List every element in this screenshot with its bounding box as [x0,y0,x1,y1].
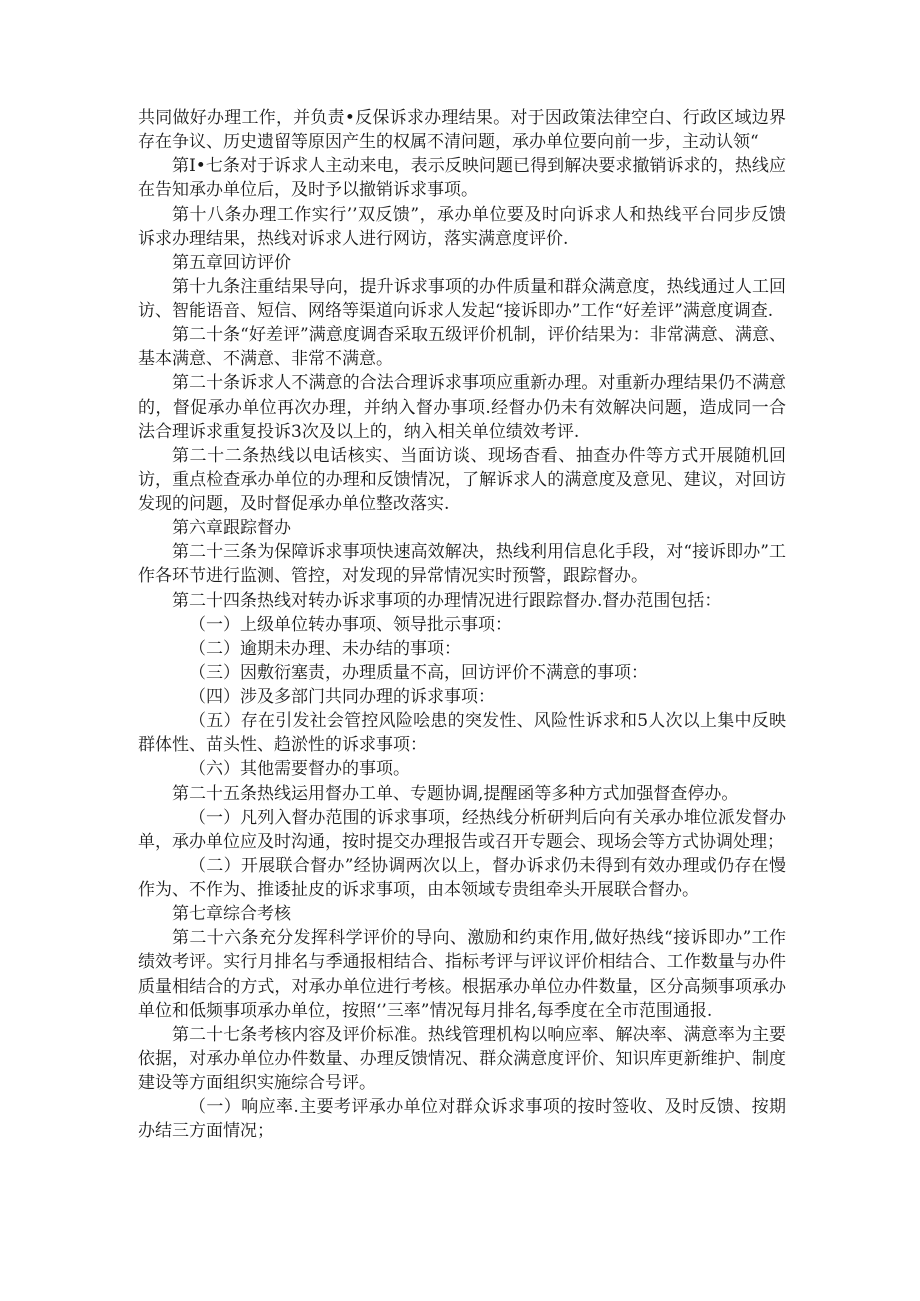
article-26: 第二十六条充分发挥科学评价的导向、激励和约束作用,做好热线“接诉即办”工作绩效考评。实行月排名与季通报相结合、指标考评与评议评价相结合、工作数量与办件质量相结合的方式，对承办单位进行考核。根据承办单位办件数量，区分高频事项承办单位和低频事项承办单位，按照‘’三率”情况每月排名,每季度在全市范围通报. [138,928,786,1021]
chapter-5-heading: 第五章回访评价 [172,252,291,273]
article-19: 第十九条注重结果导向，提升诉求事项的办件质量和群众满意度，热线通过人工回访、智能语音、短信、网络等渠道向诉求人发起“接诉即办”工作“好差评”满意度调查. [138,276,786,321]
list-item: （六）其他需要督办的事项。 [189,759,410,780]
article-22: 第二十二条热线以电话核实、当面访谈、现场杳看、抽查办件等方式开展随机回访，重点检查承办单位的办理和反馈情况，了解诉求人的满意度及意见、建议，对回访发现的问题，及时督促承办单位整改落实. [138,445,786,514]
list-item: （五）存在引发社会管控风险哙患的突发性、风险性诉求和5人次以上集中反映群体性、苗头性、趋淤性的诉求事项： [138,711,786,756]
paragraph-continuation: 共同做好办理工作，并负责•反保诉求办理结果。对于因政策法律空白、行政区域边界存在争议、历史遗留等原因产生的权属不清问题，承办单位要向前一步，主动认领“ [138,108,786,153]
article-23: 第二十三条为保障诉求事项快速高效解决，热线利用信息化手段，对“接诉即办”工作各环节进行监测、管控，对发现的异常情况实时预警，跟踪督办。 [138,542,786,587]
article-20: 第二十条“好差评”满意度调杳采取五级评价机制，评价结果为：非常满意、满意、基本满意、不满意、非常不满意。 [138,325,786,370]
chapter-7-heading: 第七章综合考核 [172,904,291,925]
list-item: （二）逾期未办理、未办结的事项： [189,638,461,659]
article-17: 第I•七条对于诉求人主动来电，表示反映问题已得到解决要求撤销诉求的，热线应在告知承办单位后，及时予以撤销诉求事项。 [138,156,786,201]
list-item: （四）涉及多部门共同办理的诉求事项： [189,687,495,707]
article-24: 第二十四条热线对转办诉求事项的办理情况进行跟踪督办.督办范围包括： [172,590,722,611]
list-item: （一）响应率.主要考评承办单位对群众诉求事项的按时签收、及时反馈、按期办结三方面情况； [138,1097,786,1142]
article-27: 第二十七条考核内容及评价标准。热线管理机构以响应率、解决率、满意率为主要依据，对承办单位办件数量、办理反馈情况、群众满意度评价、知识库更新维护、制度建设等方面组织实施综合号评。 [138,1024,786,1093]
article-21: 第二十条诉求人不满意的合法合理诉求事项应重新办理。对重新办理结果仍不满意的，督促承办单位再次办理，并纳入督办事项.经督办仍未有效解决问题，造成同一合法合理诉求重复投诉3次及以上的，纳入相关单位绩效考评. [138,373,786,442]
list-item: （三）因敷衍塞责，办理质量不高，回访评价不满意的事项： [189,662,648,683]
article-18: 第十八条办理工作实行’’双反馈”，承办单位要及时向诉求人和热线平台同步反馈诉求办理结果，热线对诉求人进行网访，落实满意度评价. [138,204,786,249]
list-item: （一）上级单位转办事项、领导批示事项： [189,614,512,635]
list-item: （一）凡列入督办范围的诉求事项，经热线分析研判后向有关承办堆位派发督办单，承办单位应及时沟通，按时提交办理报告或召开专题会、现场会等方式协调处理； [138,807,786,852]
document-body [138,106,786,1143]
list-item: （二）开展联合督办”经协调两次以上，督办诉求仍未得到有效办理或仍存在慢作为、不作为、推诿扯皮的诉求事项，由本领域专贵组牵头开展联合督办。 [138,855,786,900]
chapter-6-heading: 第六章跟踪督办 [172,518,291,539]
article-25: 第二十五条热线运用督办工单、专题协调,提醒函等多种方式加强督查停办。 [172,783,739,804]
